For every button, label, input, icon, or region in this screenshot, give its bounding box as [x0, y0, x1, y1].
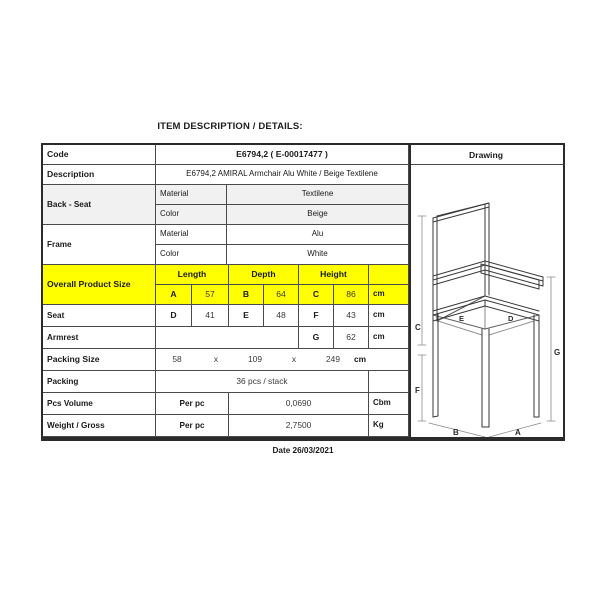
pcs-volume-per: Per pc: [156, 393, 229, 415]
weight-gross-value: 2,7500: [229, 415, 369, 437]
overall-height-header: Height: [299, 265, 369, 285]
seat-length-value: 41: [192, 305, 229, 327]
packing-size-sep1: x: [213, 353, 219, 364]
overall-depth-value: 64: [264, 285, 299, 305]
armrest-height-key: G: [299, 327, 334, 349]
row-packing-value: 36 pcs / stack: [156, 371, 369, 393]
seat-depth-key: E: [229, 305, 264, 327]
dim-label-c: C: [415, 323, 421, 332]
seat-height-value: 43: [334, 305, 369, 327]
packing-unit-empty: [369, 371, 409, 393]
overall-height-value: 86: [334, 285, 369, 305]
drawing-panel-header: Drawing: [409, 145, 563, 165]
dim-label-f: F: [415, 386, 420, 395]
armrest-height-value: 62: [334, 327, 369, 349]
spec-table-frame: [41, 143, 565, 456]
dim-label-g: G: [554, 348, 561, 357]
row-code-label: Code: [43, 145, 156, 165]
overall-unit: cm: [369, 285, 409, 305]
seat-depth-value: 48: [264, 305, 299, 327]
overall-length-key: A: [156, 285, 192, 305]
row-armrest-label: Armrest: [43, 327, 156, 349]
page-title: ITEM DESCRIPTION / DETAILS:: [157, 121, 303, 132]
packing-size-d1: 58: [172, 353, 182, 364]
dim-label-a: A: [515, 428, 521, 437]
row-frame-label: Frame: [43, 225, 156, 265]
overall-depth-header: Depth: [229, 265, 299, 285]
overall-height-key: C: [299, 285, 334, 305]
row-date: Date 26/03/2021: [43, 437, 563, 463]
pcs-volume-unit: Cbm: [369, 393, 409, 415]
row-description-label: Description: [43, 165, 156, 185]
seat-unit: cm: [369, 305, 409, 327]
drawing-panel-body: [411, 165, 563, 437]
back-seat-material-label: Material: [156, 185, 227, 205]
row-seat-label: Seat: [43, 305, 156, 327]
armchair-technical-drawing: [411, 165, 563, 437]
packing-size-d2: 109: [248, 353, 262, 364]
packing-size-unit: cm: [354, 353, 367, 364]
overall-unit-header-spacer: [369, 265, 409, 285]
packing-size-d3: 249: [326, 353, 340, 364]
dim-label-b: B: [453, 428, 459, 437]
seat-height-key: F: [299, 305, 334, 327]
row-code-value: E6794,2 ( E-00017477 ): [156, 145, 409, 165]
row-packing-size-label: Packing Size: [43, 349, 156, 371]
row-weight-gross-label: Weight / Gross: [43, 415, 156, 437]
back-seat-color-value: Beige: [227, 205, 409, 225]
weight-gross-unit: Kg: [369, 415, 409, 437]
row-description-value: E6794,2 AMIRAL Armchair Alu White / Beige Textilene: [156, 165, 409, 185]
overall-length-header: Length: [156, 265, 229, 285]
packing-size-values: [156, 349, 409, 371]
row-pcs-volume-label: Pcs Volume: [43, 393, 156, 415]
pcs-volume-value: 0,0690: [229, 393, 369, 415]
row-packing-label: Packing: [43, 371, 156, 393]
dim-label-e: E: [459, 314, 465, 323]
frame-color-value: White: [227, 245, 409, 265]
dim-label-d: D: [508, 314, 514, 323]
armrest-length-empty: [156, 327, 299, 349]
row-overall-product-size-label: Overall Product Size: [43, 265, 156, 305]
overall-depth-key: B: [229, 285, 264, 305]
packing-size-sep2: x: [291, 353, 297, 364]
frame-material-label: Material: [156, 225, 227, 245]
seat-length-key: D: [156, 305, 192, 327]
frame-material-value: Alu: [227, 225, 409, 245]
back-seat-material-value: Textilene: [227, 185, 409, 205]
weight-gross-per: Per pc: [156, 415, 229, 437]
overall-length-value: 57: [192, 285, 229, 305]
back-seat-color-label: Color: [156, 205, 227, 225]
row-back-seat-label: Back - Seat: [43, 185, 156, 225]
frame-color-label: Color: [156, 245, 227, 265]
armrest-unit: cm: [369, 327, 409, 349]
